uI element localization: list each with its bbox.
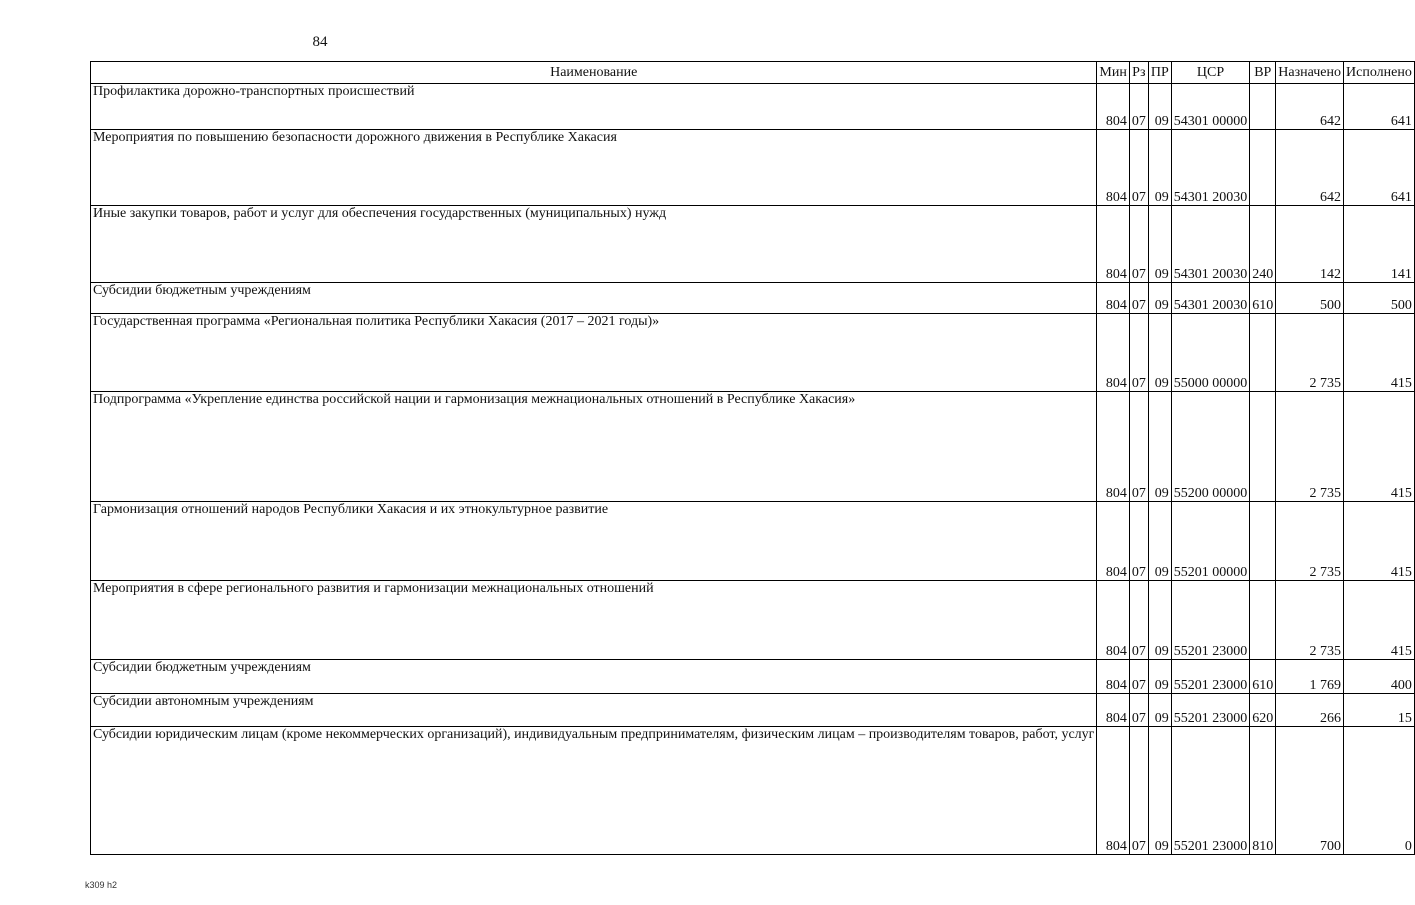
row-min: 804	[1097, 727, 1129, 855]
row-assigned: 1 769	[1276, 660, 1344, 694]
row-assigned: 2 735	[1276, 581, 1344, 660]
row-executed: 641	[1344, 84, 1415, 130]
header-name: Наименование	[91, 62, 1097, 84]
row-csr: 55201 23000	[1171, 694, 1250, 727]
row-pr: 09	[1148, 502, 1171, 581]
row-pr: 09	[1148, 694, 1171, 727]
header-executed: Исполнено	[1344, 62, 1415, 84]
row-executed: 641	[1344, 130, 1415, 206]
table-row	[91, 206, 1415, 283]
table-row	[91, 502, 1415, 581]
row-csr: 55201 23000	[1171, 581, 1250, 660]
row-name: Субсидии юридическим лицам (кроме некоммерческих организаций), индивидуальным предпринимателям, физическим лицам – производителям товаров, работ, услуг	[91, 727, 1097, 855]
row-vr: 610	[1250, 660, 1276, 694]
row-rz: 07	[1129, 392, 1148, 502]
row-rz: 07	[1129, 130, 1148, 206]
row-csr: 55201 23000	[1171, 660, 1250, 694]
table-row	[91, 727, 1415, 855]
row-rz: 07	[1129, 283, 1148, 314]
row-name: Подпрограмма «Укрепление единства российской нации и гармонизация межнациональных отношений в Республике Хакасия»	[91, 392, 1097, 502]
row-executed: 400	[1344, 660, 1415, 694]
row-pr: 09	[1148, 392, 1171, 502]
header-assigned: Назначено	[1276, 62, 1344, 84]
table-row	[91, 694, 1415, 727]
row-vr: 810	[1250, 727, 1276, 855]
row-vr	[1250, 130, 1276, 206]
row-executed: 415	[1344, 502, 1415, 581]
row-executed: 415	[1344, 392, 1415, 502]
row-pr: 09	[1148, 581, 1171, 660]
row-name: Субсидии бюджетным учреждениям	[91, 660, 1097, 694]
header-pr: ПР	[1148, 62, 1171, 84]
row-name: Государственная программа «Региональная политика Республики Хакасия (2017 – 2021 годы)»	[91, 314, 1097, 392]
row-assigned: 700	[1276, 727, 1344, 855]
table-row	[91, 392, 1415, 502]
row-csr: 54301 20030	[1171, 130, 1250, 206]
row-min: 804	[1097, 206, 1129, 283]
row-name: Гармонизация отношений народов Республики Хакасия и их этнокультурное развитие	[91, 502, 1097, 581]
row-executed: 15	[1344, 694, 1415, 727]
row-min: 804	[1097, 694, 1129, 727]
row-vr: 240	[1250, 206, 1276, 283]
row-name: Профилактика дорожно-транспортных происшествий	[91, 84, 1097, 130]
row-rz: 07	[1129, 502, 1148, 581]
row-csr: 55201 23000	[1171, 727, 1250, 855]
table-header-row	[91, 62, 1415, 84]
row-csr: 54301 20030	[1171, 206, 1250, 283]
row-rz: 07	[1129, 727, 1148, 855]
row-executed: 500	[1344, 283, 1415, 314]
row-assigned: 2 735	[1276, 314, 1344, 392]
row-assigned: 142	[1276, 206, 1344, 283]
row-name: Субсидии бюджетным учреждениям	[91, 283, 1097, 314]
table-row	[91, 283, 1415, 314]
row-min: 804	[1097, 502, 1129, 581]
row-vr	[1250, 84, 1276, 130]
row-name: Субсидии автономным учреждениям	[91, 694, 1097, 727]
row-name: Мероприятия по повышению безопасности дорожного движения в Республике Хакасия	[91, 130, 1097, 206]
row-executed: 141	[1344, 206, 1415, 283]
row-vr: 620	[1250, 694, 1276, 727]
table-row	[91, 581, 1415, 660]
row-assigned: 2 735	[1276, 502, 1344, 581]
row-vr	[1250, 502, 1276, 581]
row-assigned: 642	[1276, 130, 1344, 206]
row-rz: 07	[1129, 84, 1148, 130]
row-min: 804	[1097, 581, 1129, 660]
row-name: Иные закупки товаров, работ и услуг для обеспечения государственных (муниципальных) нужд	[91, 206, 1097, 283]
row-min: 804	[1097, 314, 1129, 392]
page-number: 84	[312, 34, 328, 50]
row-assigned: 642	[1276, 84, 1344, 130]
header-vr: ВР	[1250, 62, 1276, 84]
header-csr: ЦСР	[1171, 62, 1250, 84]
table-row	[91, 84, 1415, 130]
row-executed: 415	[1344, 314, 1415, 392]
table-row	[91, 660, 1415, 694]
row-pr: 09	[1148, 130, 1171, 206]
footer-code: k309 h2	[85, 880, 118, 890]
row-pr: 09	[1148, 283, 1171, 314]
row-csr: 54301 20030	[1171, 283, 1250, 314]
row-rz: 07	[1129, 581, 1148, 660]
row-csr: 54301 00000	[1171, 84, 1250, 130]
row-min: 804	[1097, 660, 1129, 694]
row-assigned: 266	[1276, 694, 1344, 727]
header-rz: Рз	[1129, 62, 1148, 84]
header-min: Мин	[1097, 62, 1129, 84]
row-pr: 09	[1148, 314, 1171, 392]
row-assigned: 2 735	[1276, 392, 1344, 502]
budget-table	[90, 61, 1415, 855]
row-min: 804	[1097, 392, 1129, 502]
row-vr: 610	[1250, 283, 1276, 314]
row-rz: 07	[1129, 206, 1148, 283]
row-pr: 09	[1148, 84, 1171, 130]
row-executed: 0	[1344, 727, 1415, 855]
row-executed: 415	[1344, 581, 1415, 660]
row-name: Мероприятия в сфере регионального развития и гармонизации межнациональных отношений	[91, 581, 1097, 660]
row-vr	[1250, 392, 1276, 502]
row-csr: 55000 00000	[1171, 314, 1250, 392]
row-min: 804	[1097, 283, 1129, 314]
row-csr: 55201 00000	[1171, 502, 1250, 581]
row-rz: 07	[1129, 694, 1148, 727]
row-pr: 09	[1148, 727, 1171, 855]
row-vr	[1250, 581, 1276, 660]
row-pr: 09	[1148, 206, 1171, 283]
row-vr	[1250, 314, 1276, 392]
row-assigned: 500	[1276, 283, 1344, 314]
table-row	[91, 130, 1415, 206]
row-rz: 07	[1129, 314, 1148, 392]
row-min: 804	[1097, 84, 1129, 130]
row-csr: 55200 00000	[1171, 392, 1250, 502]
row-pr: 09	[1148, 660, 1171, 694]
row-rz: 07	[1129, 660, 1148, 694]
row-min: 804	[1097, 130, 1129, 206]
table-row	[91, 314, 1415, 392]
